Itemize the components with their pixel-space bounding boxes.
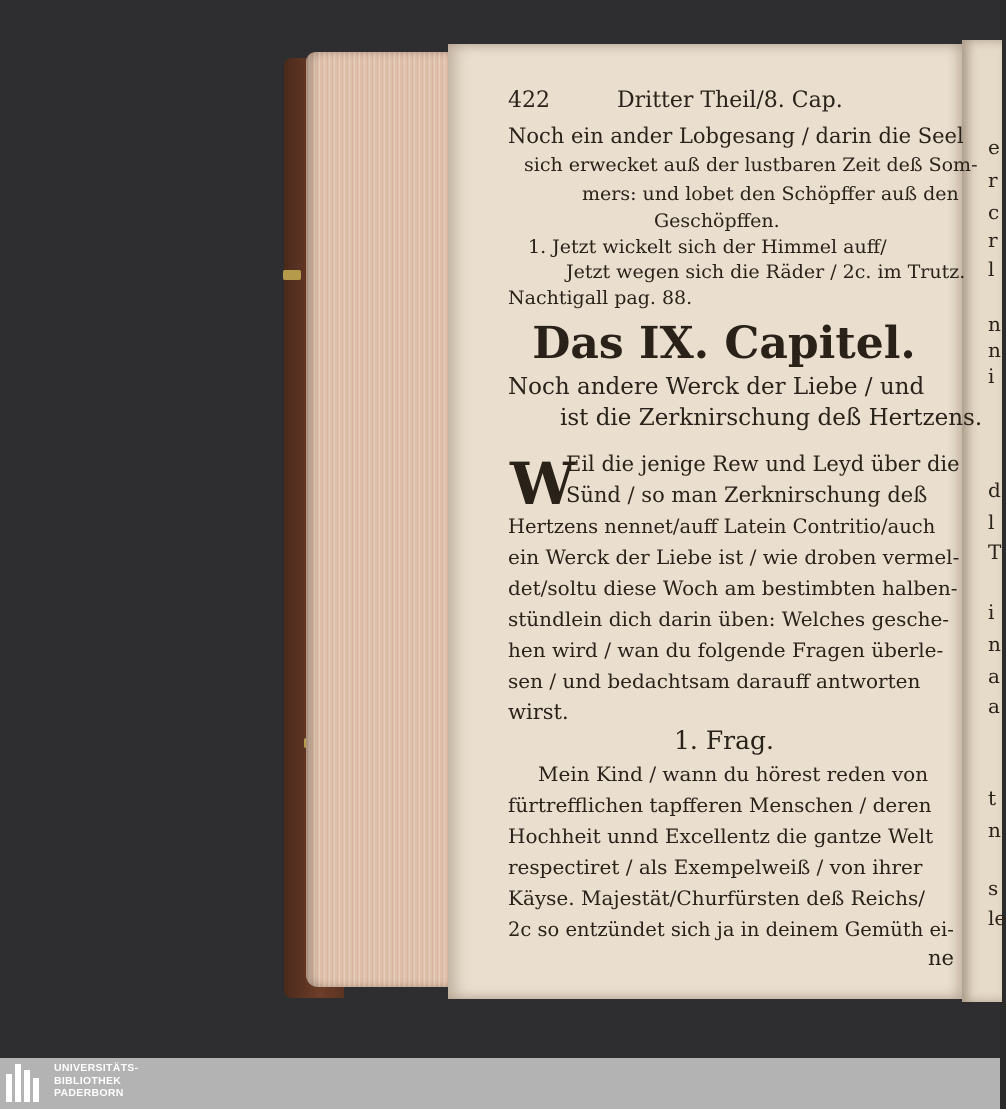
catchword: ne bbox=[928, 946, 954, 970]
paragraph-line: respectiret / als Exempelweiß / von ihrer bbox=[508, 855, 923, 879]
facing-page-fragment: le bbox=[988, 906, 1006, 930]
question-heading: 1. Frag. bbox=[674, 726, 774, 755]
paragraph-line: stündlein dich darin üben: Welches gesche- bbox=[508, 607, 950, 631]
hymn-title-line: Geschöpffen. bbox=[654, 210, 780, 232]
library-name bbox=[54, 1062, 138, 1100]
facing-page-fragment: n bbox=[988, 312, 1001, 336]
facing-page-fragment: e bbox=[988, 135, 1000, 159]
paragraph-line: Hochheit unnd Excellentz die gantze Welt bbox=[508, 824, 934, 848]
facing-page-fragment: n bbox=[988, 632, 1001, 656]
verse-line: 1. Jetzt wickelt sich der Himmel auff/ bbox=[528, 236, 887, 258]
library-name-line: PADERBORN bbox=[54, 1087, 124, 1099]
facing-page-fragment: t bbox=[988, 786, 997, 810]
chapter-subtitle-line: ist die Zerknirschung deß Hertzens. bbox=[560, 405, 983, 431]
facing-page-fragment: a bbox=[988, 694, 1000, 718]
paragraph-line: sen / und bedachtsam darauff antworten bbox=[508, 669, 921, 693]
paragraph-line: ein Werck der Liebe ist / wie droben vermel- bbox=[508, 545, 960, 569]
paragraph-line: det/soltu diese Woch am bestimbten halben- bbox=[508, 576, 958, 600]
paragraph-line: Hertzens nennet/auff Latein Contritio/auch bbox=[508, 515, 936, 538]
verse-line: Jetzt wegen sich die Räder / 2c. im Trutz. bbox=[566, 261, 966, 283]
facing-page-fragment: n bbox=[988, 818, 1001, 842]
library-name-line: UNIVERSITÄTS- bbox=[54, 1062, 139, 1074]
running-head bbox=[508, 88, 843, 113]
paragraph-line: fürtrefflichen tapfferen Menschen / deren bbox=[508, 793, 932, 817]
page-number: 422 bbox=[508, 88, 550, 113]
clasp-top bbox=[283, 270, 301, 280]
hymn-title-line: Noch ein ander Lobgesang / darin die Seel bbox=[508, 124, 964, 148]
facing-page-fragment: r bbox=[988, 168, 998, 192]
facing-page-fragment: l bbox=[988, 257, 995, 281]
library-logo-icon bbox=[6, 1064, 42, 1102]
running-head-title: Dritter Theil/8. Cap. bbox=[617, 88, 843, 113]
facing-page-fragment: T bbox=[988, 540, 1002, 564]
library-name-line: BIBLIOTHEK bbox=[54, 1074, 122, 1087]
chapter-subtitle-line: Noch andere Werck der Liebe / und bbox=[508, 374, 925, 400]
facing-page-fragment: n bbox=[988, 338, 1001, 362]
facing-page-fragment: s bbox=[988, 876, 999, 900]
chapter-heading: Das IX. Capitel. bbox=[532, 318, 916, 369]
page-edges bbox=[306, 52, 452, 987]
verse-line: Nachtigall pag. 88. bbox=[508, 287, 693, 309]
paragraph-line: Käyse. Majestät/Churfürsten deß Reichs/ bbox=[508, 886, 925, 910]
paragraph-line: Mein Kind / wann du hörest reden von bbox=[538, 762, 929, 786]
paragraph-line: hen wird / wan du folgende Fragen überle- bbox=[508, 638, 944, 662]
facing-page-fragment: a bbox=[988, 664, 1000, 688]
facing-page-fragment: c bbox=[988, 200, 1000, 224]
library-footer-bar bbox=[0, 1058, 1000, 1109]
facing-page-fragment: i bbox=[988, 600, 995, 624]
facing-page-fragment: r bbox=[988, 228, 998, 252]
facing-page-fragment: l bbox=[988, 510, 995, 534]
hymn-title-line: sich erwecket auß der lustbaren Zeit deß Som- bbox=[524, 154, 978, 176]
facing-page-fragment: i bbox=[988, 364, 995, 388]
hymn-title-line: mers: und lobet den Schöpffer auß den bbox=[582, 183, 959, 205]
facing-page-fragment: d bbox=[988, 478, 1001, 502]
paragraph-line: Eil die jenige Rew und Leyd über die bbox=[566, 452, 960, 476]
paragraph-line: Sünd / so man Zerknirschung deß bbox=[566, 483, 928, 507]
drop-cap: W bbox=[510, 450, 576, 518]
paragraph-line: wirst. bbox=[508, 700, 569, 724]
paragraph-line: 2c so entzündet sich ja in deinem Gemüth ei- bbox=[508, 918, 954, 941]
